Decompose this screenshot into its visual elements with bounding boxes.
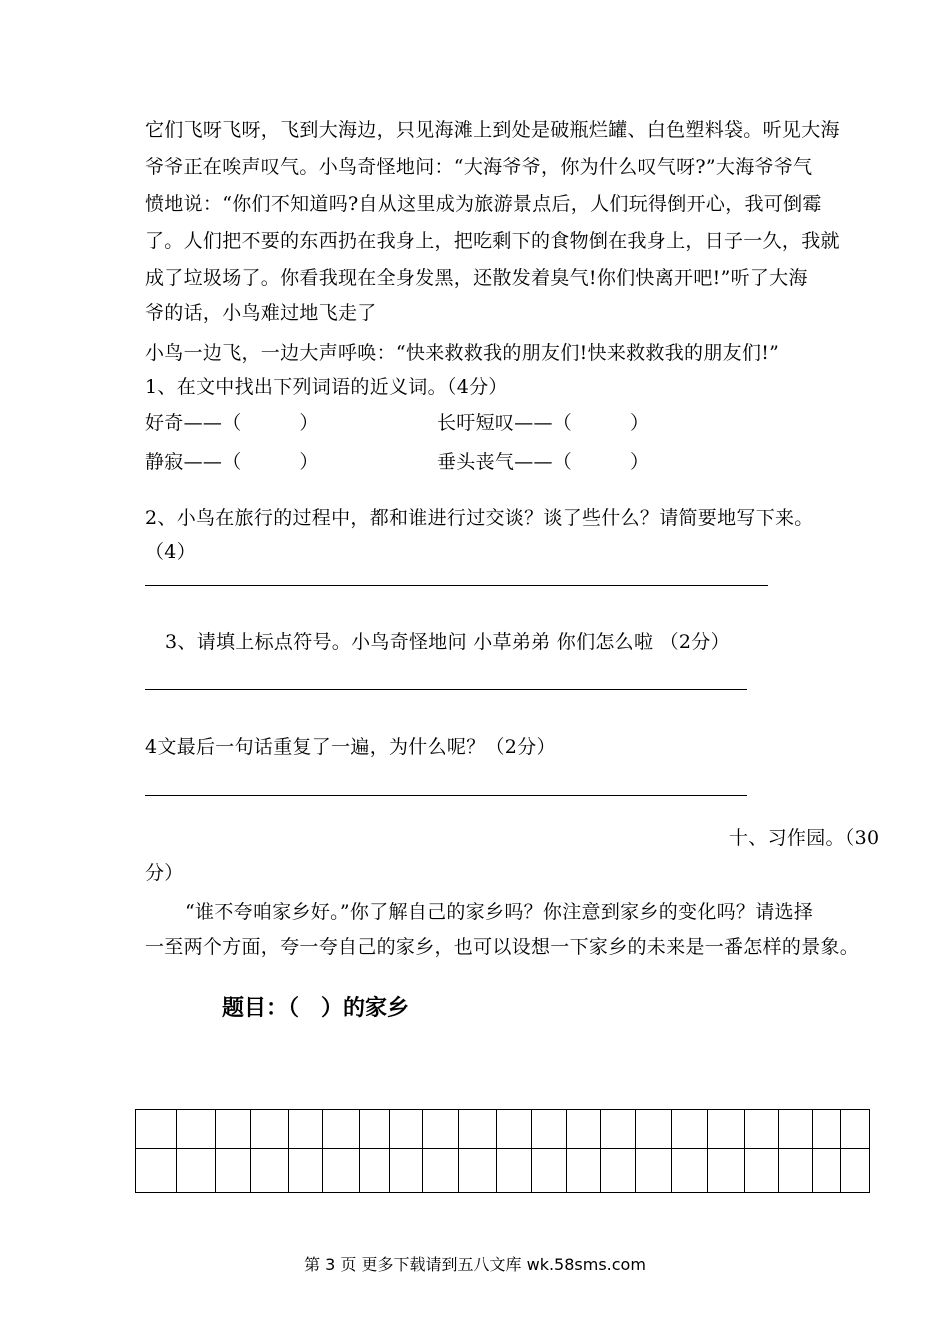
grid-col-line <box>422 1110 423 1192</box>
passage-line: 小鸟一边飞，一边大声呼唤：“快来救救我的朋友们!快来救救我的朋友们!” <box>145 342 780 364</box>
synonym-item: 好奇——（ ） <box>145 412 319 434</box>
grid-col-line <box>458 1110 459 1192</box>
passage-line: 了。人们把不要的东西扔在我身上，把吃剩下的食物倒在我身上，日子一久，我就 <box>145 230 840 252</box>
question-2-prompt: 2、小鸟在旅行的过程中，都和谁进行过交谈？谈了些什么？请简要地写下来。 <box>145 507 814 529</box>
grid-col-line <box>566 1110 567 1192</box>
synonym-item: 垂头丧气——（ ） <box>437 451 650 473</box>
synonym-item: 长吁短叹——（ ） <box>437 412 650 434</box>
composition-instruction: 一至两个方面，夸一夸自己的家乡，也可以设想一下家乡的未来是一番怎样的景象。 <box>145 936 860 958</box>
synonym-item: 静寂——（ ） <box>145 451 319 473</box>
passage-line: 它们飞呀飞呀，飞到大海边，只见海滩上到处是破瓶烂罐、白色塑料袋。听见大海 <box>145 119 840 141</box>
writing-grid[interactable] <box>135 1109 870 1193</box>
answer-line[interactable] <box>145 585 768 586</box>
answer-line[interactable] <box>145 689 747 690</box>
composition-title: 题目：（ ）的家乡 <box>222 996 410 1021</box>
grid-col-line <box>840 1110 841 1192</box>
answer-line[interactable] <box>145 795 747 796</box>
grid-col-line <box>531 1110 532 1192</box>
composition-heading: 十、习作园。（30 <box>729 827 880 849</box>
grid-row-line <box>136 1148 869 1149</box>
grid-col-line <box>812 1110 813 1192</box>
grid-col-line <box>671 1110 672 1192</box>
grid-col-line <box>600 1110 601 1192</box>
grid-col-line <box>744 1110 745 1192</box>
grid-col-line <box>250 1110 251 1192</box>
grid-col-line <box>288 1110 289 1192</box>
passage-line: 爷爷正在唉声叹气。小鸟奇怪地问：“大海爷爷，你为什么叹气呀?”大海爷爷气 <box>145 156 813 178</box>
question-4-prompt: 4文最后一句话重复了一遍，为什么呢？（2分） <box>145 736 556 758</box>
composition-heading-cont: 分） <box>145 862 184 884</box>
grid-col-line <box>707 1110 708 1192</box>
grid-col-line <box>635 1110 636 1192</box>
passage-line: 成了垃圾场了。你看我现在全身发黑，还散发着臭气!你们快离开吧!”听了大海 <box>145 267 808 289</box>
question-2-score: （4） <box>145 541 196 563</box>
grid-col-line <box>176 1110 177 1192</box>
question-1-prompt: 1、在文中找出下列词语的近义词。（4分） <box>145 376 508 398</box>
question-3-prompt: 3、请填上标点符号。小鸟奇怪地问 小草弟弟 你们怎么啦 （2分） <box>165 631 730 653</box>
grid-col-line <box>359 1110 360 1192</box>
grid-col-line <box>389 1110 390 1192</box>
grid-col-line <box>322 1110 323 1192</box>
passage-line: 愤地说：“你们不知道吗?自从这里成为旅游景点后，人们玩得倒开心，我可倒霉 <box>145 193 822 215</box>
page-footer: 第 3 页 更多下载请到五八文库 wk.58sms.com <box>304 1255 646 1274</box>
grid-col-line <box>496 1110 497 1192</box>
grid-col-line <box>778 1110 779 1192</box>
grid-col-line <box>215 1110 216 1192</box>
passage-line: 爷的话，小鸟难过地飞走了 <box>145 302 377 324</box>
composition-instruction: “谁不夸咱家乡好。”你了解自己的家乡吗？你注意到家乡的变化吗？请选择 <box>185 901 814 923</box>
